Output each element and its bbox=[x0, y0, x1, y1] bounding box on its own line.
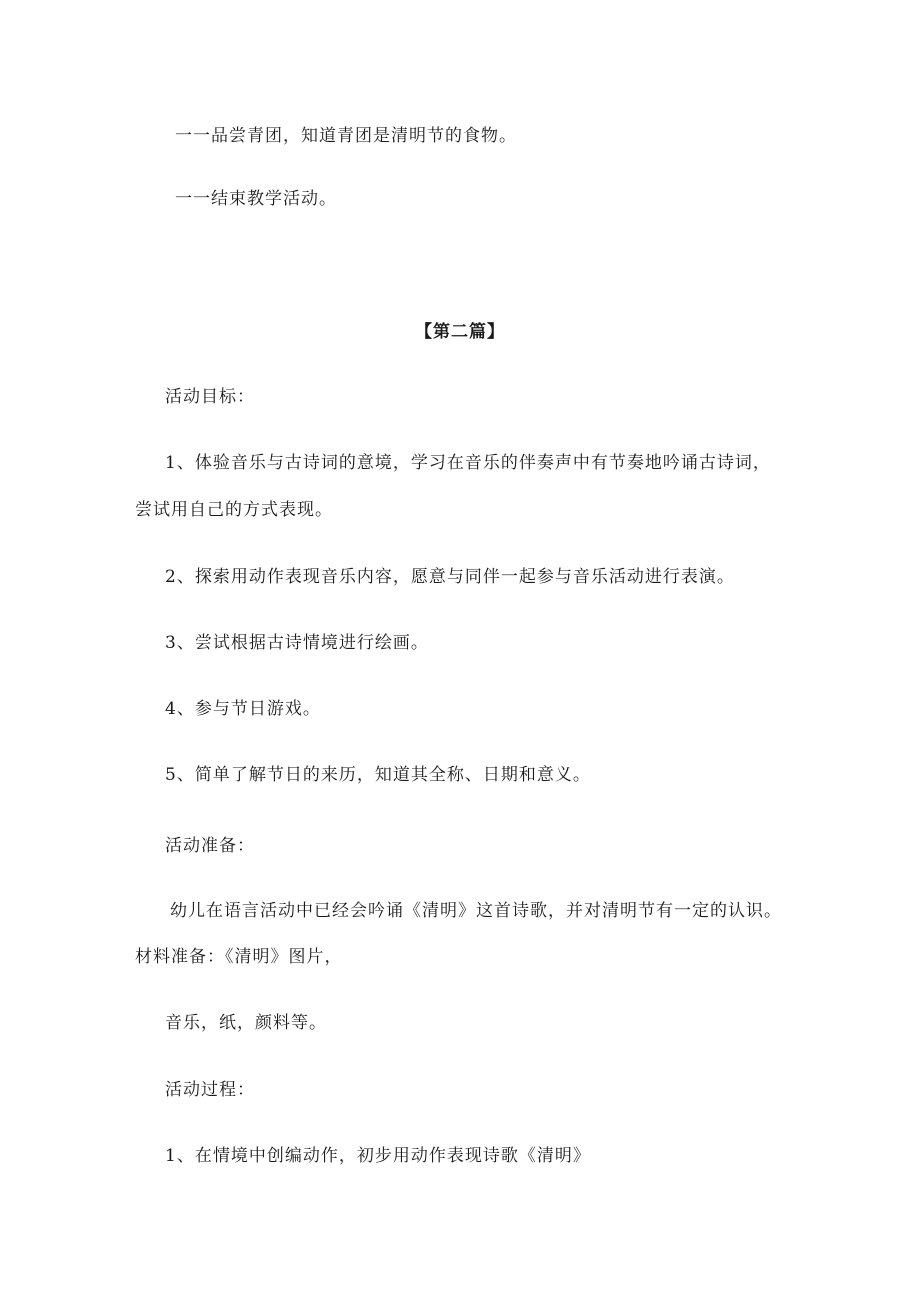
goal-item: 4、参与节日游戏。 bbox=[165, 699, 321, 719]
goals-label: 活动目标： bbox=[165, 387, 255, 407]
process-label: 活动过程： bbox=[165, 1080, 255, 1100]
process-item: 1、在情境中创编动作，初步用动作表现诗歌《清明》 bbox=[165, 1146, 591, 1166]
goal-item: 2、探索用动作表现音乐内容，愿意与同伴一起参与音乐活动进行表演。 bbox=[165, 567, 735, 587]
goal-item-continuation: 尝试用自己的方式表现。 bbox=[135, 500, 333, 520]
section-heading: 【第二篇】 bbox=[415, 322, 505, 342]
text-line: 一一品尝青团，知道青团是清明节的食物。 bbox=[175, 126, 517, 146]
prep-materials: 材料准备：《清明》图片， bbox=[135, 947, 343, 967]
goal-item: 3、尝试根据古诗情境进行绘画。 bbox=[165, 633, 429, 653]
prep-label: 活动准备： bbox=[165, 836, 255, 856]
goal-item: 1、体验音乐与古诗词的意境，学习在音乐的伴奏声中有节奏地吟诵古诗词， bbox=[165, 453, 771, 473]
prep-text: 幼儿在语言活动中已经会吟诵《清明》这首诗歌，并对清明节有一定的认识。 bbox=[170, 901, 782, 921]
goal-item: 5、简单了解节日的来历，知道其全称、日期和意义。 bbox=[165, 765, 591, 785]
text-line: 一一结束教学活动。 bbox=[175, 189, 337, 209]
prep-materials-continuation: 音乐，纸，颜料等。 bbox=[165, 1013, 327, 1033]
